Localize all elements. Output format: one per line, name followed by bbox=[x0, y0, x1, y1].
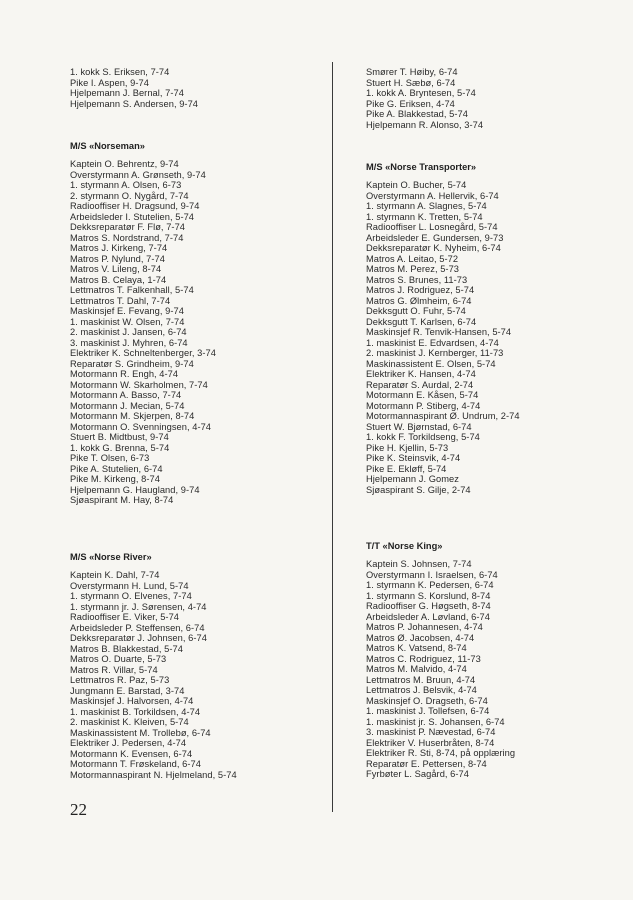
crew-line: Motormann O. Svenningsen, 4-74 bbox=[70, 421, 212, 432]
crew-line: 1. styrmann jr. J. Sørensen, 4-74 bbox=[70, 601, 207, 612]
crew-line: Matros B. Blakkestad, 5-74 bbox=[70, 643, 183, 654]
crew-line: Arbeidsleder E. Gundersen, 9-73 bbox=[366, 232, 504, 243]
crew-line: 1. maskinist W. Olsen, 7-74 bbox=[70, 316, 185, 327]
crew-line: Maskinsjef R. Tenvik-Hansen, 5-74 bbox=[366, 327, 512, 337]
crew-line: Radiooffiser E. Viker, 5-74 bbox=[70, 612, 180, 622]
norseman-section bbox=[70, 141, 325, 152]
crew-line: Motormann R. Engh, 4-74 bbox=[70, 369, 179, 379]
crew-line: Pike H. Kjellin, 5-73 bbox=[366, 442, 449, 453]
crew-line: Stuert W. Bjørnstad, 6-74 bbox=[366, 421, 472, 432]
crew-line: Kaptein O. Bucher, 5-74 bbox=[366, 180, 467, 190]
crew-line: Elektriker K. Schneltenberger, 3-74 bbox=[70, 348, 216, 358]
crew-line: Pike I. Aspen, 9-74 bbox=[70, 77, 149, 88]
crew-line: Kaptein K. Dahl, 7-74 bbox=[70, 570, 160, 580]
ship-heading-norse-river: M/S «Norse River» bbox=[70, 552, 152, 562]
ship-heading-norse-transporter: M/S «Norse Transporter» bbox=[366, 162, 477, 172]
top-left-crew-list bbox=[70, 67, 325, 109]
crew-line: Reparatør E. Pettersen, 8-74 bbox=[366, 758, 487, 769]
crew-line: Pike E. Ekløff, 5-74 bbox=[366, 463, 447, 474]
crew-line: Hjelpemann S. Andersen, 9-74 bbox=[70, 98, 199, 109]
crew-line: Dekksgutt T. Karlsen, 6-74 bbox=[366, 316, 477, 327]
crew-line: Matros C. Rodriguez, 11-73 bbox=[366, 653, 481, 664]
crew-line: Arbeidsleder A. Løvland, 6-74 bbox=[366, 611, 490, 622]
crew-line: 1. maskinist E. Edvardsen, 4-74 bbox=[366, 337, 499, 348]
norse-king-crew-list bbox=[366, 559, 606, 780]
crew-line: 1. styrmann K. Pedersen, 6-74 bbox=[366, 580, 494, 590]
crew-line: Motormann K. Evensen, 6-74 bbox=[70, 748, 193, 759]
crew-line: Matros Ø. Jacobsen, 4-74 bbox=[366, 632, 475, 643]
crew-line: Jungmann E. Barstad, 3-74 bbox=[70, 685, 185, 696]
crew-line: 1. styrmann S. Korslund, 8-74 bbox=[366, 590, 491, 601]
crew-line: Pike K. Steinsvik, 4-74 bbox=[366, 453, 461, 463]
crew-line: Lettmatros J. Belsvik, 4-74 bbox=[366, 685, 477, 695]
crew-line: Motormann A. Basso, 7-74 bbox=[70, 390, 182, 400]
page-number: 22 bbox=[70, 800, 87, 819]
crew-line: Overstyrmann H. Lund, 5-74 bbox=[70, 580, 189, 591]
crew-line: Dekksreparatør J. Johnsen, 6-74 bbox=[70, 633, 207, 643]
crew-line: 1. kokk F. Torkildseng, 5-74 bbox=[366, 432, 480, 442]
crew-line: Radiooffiser G. Høgseth, 8-74 bbox=[366, 601, 491, 611]
top-right-crew-list bbox=[366, 67, 606, 130]
crew-line: Hjelpemann J. Gomez bbox=[366, 474, 459, 484]
norseman-crew-list bbox=[70, 159, 325, 506]
crew-line: Matros M. Malvido, 4-74 bbox=[366, 664, 467, 674]
crew-line: Lettmatros T. Falkenhall, 5-74 bbox=[70, 285, 194, 295]
crew-line: Kaptein S. Johnsen, 7-74 bbox=[366, 559, 472, 569]
crew-line: Radiooffiser L. Losnegård, 5-74 bbox=[366, 222, 498, 232]
crew-line: 2. styrmann O. Nygård, 7-74 bbox=[70, 190, 189, 201]
crew-line: Motormannaspirant N. Hjelmeland, 5-74 bbox=[70, 769, 237, 780]
norse-king-section bbox=[366, 541, 606, 552]
crew-line: Pike M. Kirkeng, 8-74 bbox=[70, 474, 160, 484]
crew-line: Maskinassistent M. Trollebø, 6-74 bbox=[70, 727, 211, 738]
norse-transporter-section bbox=[366, 162, 606, 173]
crew-line: Kaptein O. Behrentz, 9-74 bbox=[70, 159, 179, 169]
crew-line: Matros V. Lileng, 8-74 bbox=[70, 264, 162, 274]
crew-line: Dekksreparatør F. Flø, 7-74 bbox=[70, 222, 186, 232]
crew-line: 1. styrmann O. Elvenes, 7-74 bbox=[70, 591, 192, 601]
norse-river-section bbox=[70, 552, 325, 563]
crew-line: Lettmatros M. Bruun, 4-74 bbox=[366, 674, 476, 685]
crew-line: Elektriker R. Sti, 8-74, på opplæring bbox=[366, 748, 516, 758]
crew-line: Lettmatros T. Dahl, 7-74 bbox=[70, 295, 171, 306]
crew-line: Matros K. Vatsend, 8-74 bbox=[366, 643, 467, 653]
crew-line: 1. kokk S. Eriksen, 7-74 bbox=[70, 67, 170, 77]
crew-line: Pike A. Stutelien, 6-74 bbox=[70, 463, 163, 474]
crew-line: Elektriker V. Huserbråten, 8-74 bbox=[366, 737, 495, 748]
crew-line: Matros O. Duarte, 5-73 bbox=[70, 654, 167, 664]
crew-line: Matros R. Villar, 5-74 bbox=[70, 664, 158, 675]
crew-line: Dekksgutt O. Fuhr, 5-74 bbox=[366, 306, 466, 316]
crew-line: Maskinsjef J. Halvorsen, 4-74 bbox=[70, 696, 194, 706]
crew-line: Hjelpemann J. Bernal, 7-74 bbox=[70, 88, 184, 98]
crew-line: Motormannaspirant Ø. Undrum, 2-74 bbox=[366, 411, 520, 421]
crew-line: Overstyrmann A. Grønseth, 9-74 bbox=[70, 169, 206, 180]
crew-line: Matros J. Kirkeng, 7-74 bbox=[70, 243, 168, 253]
crew-line: 1. styrmann A. Olsen, 6-73 bbox=[70, 180, 182, 190]
crew-line: Hjelpemann G. Haugland, 9-74 bbox=[70, 484, 200, 495]
crew-line: Radiooffiser H. Dragsund, 9-74 bbox=[70, 201, 200, 211]
crew-line: Matros S. Nordstrand, 7-74 bbox=[70, 232, 184, 243]
crew-line: Lettmatros R. Paz, 5-73 bbox=[70, 675, 170, 685]
crew-line: Pike A. Blakkestad, 5-74 bbox=[366, 109, 468, 119]
column-divider bbox=[332, 62, 333, 812]
crew-line: 1. kokk G. Brenna, 5-74 bbox=[70, 442, 170, 453]
crew-line: Matros M. Perez, 5-73 bbox=[366, 264, 460, 274]
crew-line: 1. maskinist jr. S. Johansen, 6-74 bbox=[366, 716, 505, 727]
crew-line: 3. maskinist P. Nævestad, 6-74 bbox=[366, 727, 496, 737]
crew-line: Arbeidsleder P. Steffensen, 6-74 bbox=[70, 622, 205, 633]
crew-line: Overstyrmann A. Hellervik, 6-74 bbox=[366, 190, 499, 201]
crew-line: Motormann J. Mecian, 5-74 bbox=[70, 400, 185, 411]
crew-line: 2. maskinist K. Kleiven, 5-74 bbox=[70, 717, 189, 727]
crew-line: Matros A. Leitao, 5-72 bbox=[366, 253, 459, 264]
crew-line: 2. maskinist J. Jansen, 6-74 bbox=[70, 327, 187, 337]
crew-line: Pike T. Olsen, 6-73 bbox=[70, 453, 150, 463]
norse-transporter-crew-list bbox=[366, 180, 606, 495]
crew-line: Sjøaspirant M. Hay, 8-74 bbox=[70, 495, 174, 505]
crew-line: Maskinsjef E. Fevang, 9-74 bbox=[70, 306, 184, 316]
norse-river-crew-list bbox=[70, 570, 325, 780]
crew-line: Hjelpemann R. Alonso, 3-74 bbox=[366, 119, 484, 130]
crew-line: Sjøaspirant S. Gilje, 2-74 bbox=[366, 484, 471, 495]
crew-line: Motormann W. Skarholmen, 7-74 bbox=[70, 379, 208, 390]
crew-line: 1. maskinist J. Tollefsen, 6-74 bbox=[366, 706, 490, 716]
crew-line: Stuert H. Sæbø, 6-74 bbox=[366, 77, 456, 88]
crew-line: Motormann M. Skjerpen, 8-74 bbox=[70, 411, 195, 421]
crew-line: Maskinsjef O. Dragseth, 6-74 bbox=[366, 695, 488, 706]
crew-line: 3. maskinist J. Myhren, 6-74 bbox=[70, 337, 188, 348]
crew-line: Matros J. Rodriguez, 5-74 bbox=[366, 285, 475, 295]
crew-line: Motormann P. Stiberg, 4-74 bbox=[366, 400, 481, 411]
crew-line: Dekksreparatør K. Nyheim, 6-74 bbox=[366, 243, 501, 253]
crew-line: Maskinassistent E. Olsen, 5-74 bbox=[366, 358, 496, 369]
crew-line: Motormann T. Frøskeland, 6-74 bbox=[70, 759, 201, 769]
crew-line: Matros P. Nylund, 7-74 bbox=[70, 253, 165, 264]
crew-line: Matros S. Brunes, 11-73 bbox=[366, 274, 468, 285]
ship-heading-norseman: M/S «Norseman» bbox=[70, 141, 145, 151]
crew-line: Motormann E. Kåsen, 5-74 bbox=[366, 390, 479, 400]
crew-line: Arbeidsleder I. Stutelien, 5-74 bbox=[70, 211, 195, 222]
crew-line: Fyrbøter L. Sagård, 6-74 bbox=[366, 769, 469, 779]
crew-line: Elektriker K. Hansen, 4-74 bbox=[366, 369, 476, 379]
crew-line: Stuert B. Midtbust, 9-74 bbox=[70, 432, 169, 442]
crew-line: 1. maskinist B. Torkildsen, 4-74 bbox=[70, 706, 201, 717]
crew-line: Overstyrmann I. Israelsen, 6-74 bbox=[366, 569, 498, 580]
crew-line: 2. maskinist J. Kernberger, 11-73 bbox=[366, 348, 504, 358]
crew-line: Pike G. Eriksen, 4-74 bbox=[366, 98, 455, 109]
crew-line: 1. styrmann A. Slagnes, 5-74 bbox=[366, 201, 487, 211]
crew-line: Matros P. Johannesen, 4-74 bbox=[366, 622, 483, 632]
crew-line: Reparatør S. Aurdal, 2-74 bbox=[366, 379, 474, 390]
crew-line: 1. kokk A. Bryntesen, 5-74 bbox=[366, 88, 476, 98]
crew-line: 1. styrmann K. Tretten, 5-74 bbox=[366, 211, 483, 222]
crew-line: Elektriker J. Pedersen, 4-74 bbox=[70, 738, 187, 748]
ship-heading-norse-king: T/T «Norse King» bbox=[366, 541, 443, 551]
crew-line: Reparatør S. Grindheim, 9-74 bbox=[70, 358, 194, 369]
crew-line: Smører T. Høiby, 6-74 bbox=[366, 67, 458, 77]
crew-line: Matros B. Celaya, 1-74 bbox=[70, 274, 167, 285]
crew-line: Matros G. Ølmheim, 6-74 bbox=[366, 295, 472, 306]
